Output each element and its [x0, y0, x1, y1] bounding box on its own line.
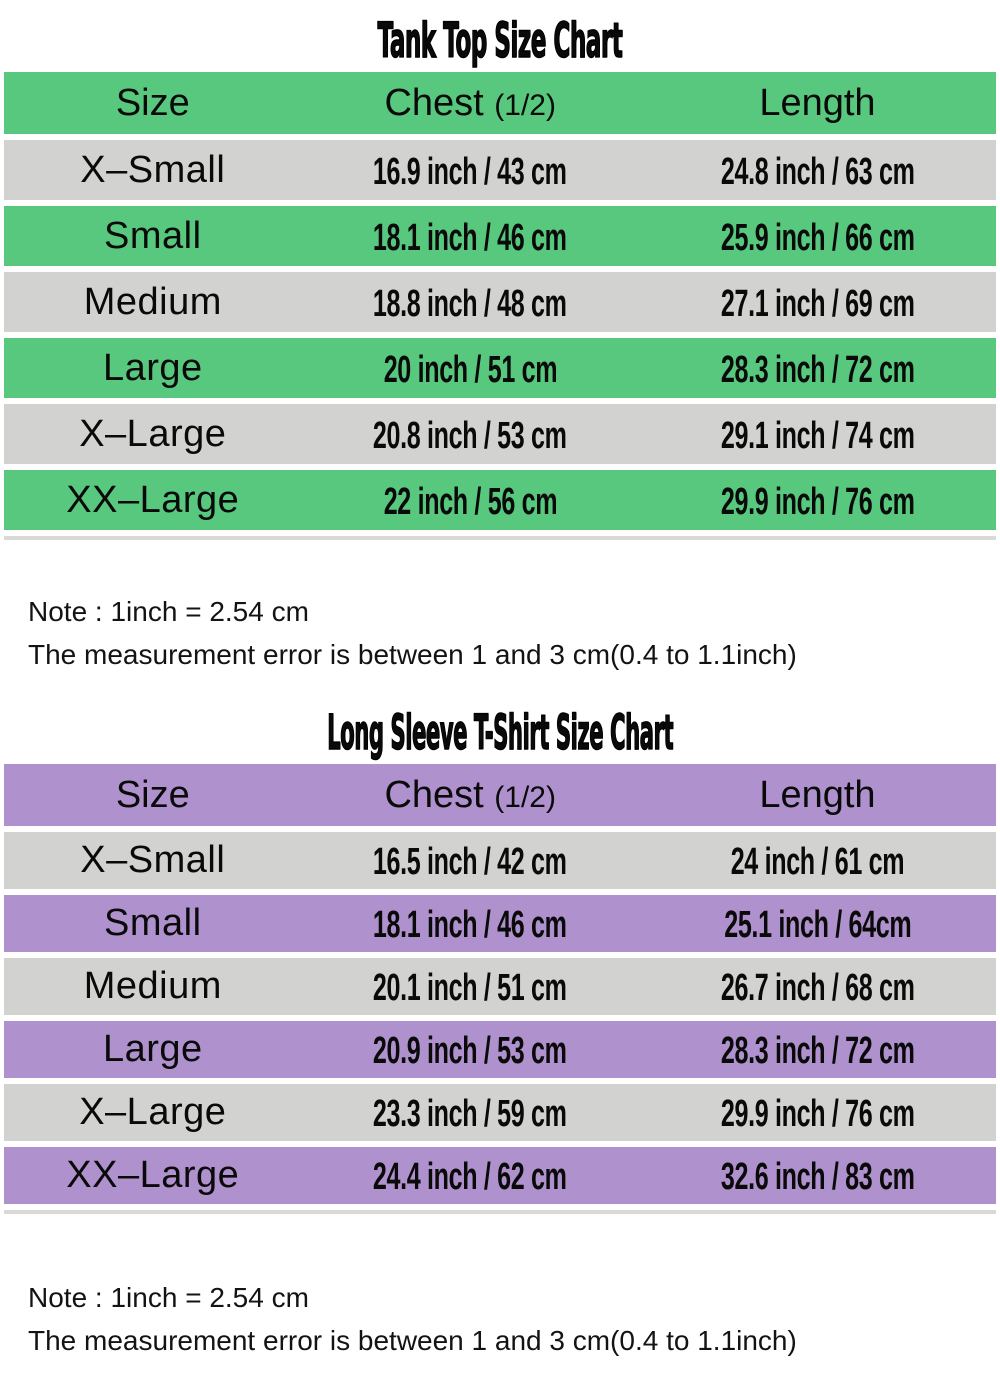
length-cell — [639, 272, 996, 332]
length-cell — [639, 895, 996, 952]
chest-value: 23.3 inch / 59 cm — [373, 1093, 568, 1135]
chest-cell — [302, 1147, 639, 1204]
chest-value: 18.8 inch / 48 cm — [373, 282, 568, 325]
table-row-large — [4, 1021, 996, 1078]
length-cell — [639, 470, 996, 530]
size-cell: XX–Large — [66, 478, 240, 521]
tank-top-size-table — [4, 66, 996, 536]
table-row-xxlarge — [4, 470, 996, 530]
table-bottom-divider — [4, 1210, 996, 1214]
table-row-xxlarge — [4, 1147, 996, 1204]
chest-half-label: (1/2) — [494, 88, 556, 122]
length-value: 24.8 inch / 63 cm — [720, 150, 915, 193]
chest-cell — [302, 1021, 639, 1078]
chest-column-header — [302, 72, 639, 134]
chest-value: 20.9 inch / 53 cm — [373, 1030, 568, 1072]
chest-cell — [302, 338, 639, 398]
length-header-label: Length — [759, 81, 876, 124]
tank-top-notes — [28, 590, 1000, 676]
chest-cell — [302, 895, 639, 952]
length-value: 27.1 inch / 69 cm — [720, 282, 915, 325]
tank-top-section — [0, 13, 1000, 676]
chest-value: 16.9 inch / 43 cm — [373, 150, 568, 193]
long-sleeve-title-text: Long Sleeve T-Shirt Size Chart — [327, 705, 673, 761]
length-cell — [639, 404, 996, 464]
size-cell: Small — [104, 214, 202, 257]
size-cell: XX–Large — [66, 1154, 240, 1196]
long-sleeve-notes — [28, 1276, 1000, 1362]
size-cell: X–Large — [79, 412, 227, 455]
size-header-label: Size — [115, 773, 190, 816]
long-sleeve-title — [0, 705, 1000, 761]
note-line-1: Note : 1inch = 2.54 cm — [28, 1282, 309, 1313]
length-value: 29.9 inch / 76 cm — [720, 1093, 915, 1135]
chest-cell — [302, 206, 639, 266]
length-value: 26.7 inch / 68 cm — [720, 967, 915, 1009]
length-cell — [639, 338, 996, 398]
length-value: 25.9 inch / 66 cm — [720, 216, 915, 259]
long-sleeve-section — [0, 705, 1000, 1362]
length-value: 24 inch / 61 cm — [730, 841, 905, 883]
size-cell: Medium — [83, 965, 222, 1007]
size-cell: X–Small — [80, 839, 226, 881]
table-row-medium — [4, 272, 996, 332]
tank-top-title — [0, 13, 1000, 69]
chest-cell — [302, 1084, 639, 1141]
table-row-small — [4, 895, 996, 952]
long-sleeve-header-row — [4, 764, 996, 826]
chest-cell — [302, 832, 639, 889]
size-column-header — [4, 72, 302, 134]
long-sleeve-size-table — [4, 758, 996, 1210]
length-cell — [639, 140, 996, 200]
chest-value: 16.5 inch / 42 cm — [373, 841, 568, 883]
note-line-2: The measurement error is between 1 and 3 cm(0.4 to 1.1inch) — [28, 639, 797, 670]
chest-value: 20.8 inch / 53 cm — [373, 414, 568, 457]
length-value: 28.3 inch / 72 cm — [720, 1030, 915, 1072]
chest-value: 20.1 inch / 51 cm — [373, 967, 568, 1009]
table-row-xsmall — [4, 832, 996, 889]
chest-value: 20 inch / 51 cm — [383, 348, 557, 391]
table-bottom-divider — [4, 536, 996, 540]
size-cell: Small — [104, 902, 202, 944]
chest-header-label: Chest — [384, 81, 484, 124]
chest-cell — [302, 958, 639, 1015]
note-line-2: The measurement error is between 1 and 3 cm(0.4 to 1.1inch) — [28, 1325, 797, 1356]
size-cell: Large — [102, 346, 203, 389]
chest-column-header — [302, 764, 639, 826]
length-cell — [639, 1147, 996, 1204]
length-value: 29.1 inch / 74 cm — [720, 414, 915, 457]
length-header-label: Length — [759, 773, 876, 816]
size-cell: X–Large — [79, 1091, 227, 1133]
chest-cell — [302, 404, 639, 464]
chest-cell — [302, 140, 639, 200]
table-row-xsmall — [4, 140, 996, 200]
chest-value: 22 inch / 56 cm — [383, 480, 557, 523]
length-value: 28.3 inch / 72 cm — [720, 348, 915, 391]
length-value: 25.1 inch / 64cm — [723, 904, 911, 946]
length-cell — [639, 832, 996, 889]
chest-value: 24.4 inch / 62 cm — [373, 1156, 568, 1198]
size-column-header — [4, 764, 302, 826]
table-row-small — [4, 206, 996, 266]
chest-half-label: (1/2) — [494, 780, 556, 814]
length-cell — [639, 958, 996, 1015]
length-column-header — [639, 764, 996, 826]
chest-value: 18.1 inch / 46 cm — [373, 216, 568, 259]
length-cell — [639, 1084, 996, 1141]
size-cell: Medium — [83, 280, 222, 323]
chest-header-label: Chest — [384, 773, 484, 816]
table-row-large — [4, 338, 996, 398]
length-cell — [639, 206, 996, 266]
size-cell: Large — [102, 1028, 203, 1070]
note-line-1: Note : 1inch = 2.54 cm — [28, 596, 309, 627]
tank-top-title-text: Tank Top Size Chart — [377, 13, 623, 69]
table-row-xlarge — [4, 1084, 996, 1141]
size-header-label: Size — [115, 81, 190, 124]
chest-cell — [302, 470, 639, 530]
length-value: 32.6 inch / 83 cm — [720, 1156, 915, 1198]
chest-cell — [302, 272, 639, 332]
length-value: 29.9 inch / 76 cm — [720, 480, 915, 523]
table-row-xlarge — [4, 404, 996, 464]
size-cell: X–Small — [80, 148, 226, 191]
length-cell — [639, 1021, 996, 1078]
table-row-medium — [4, 958, 996, 1015]
tank-header-row — [4, 72, 996, 134]
length-column-header — [639, 72, 996, 134]
chest-value: 18.1 inch / 46 cm — [373, 904, 568, 946]
